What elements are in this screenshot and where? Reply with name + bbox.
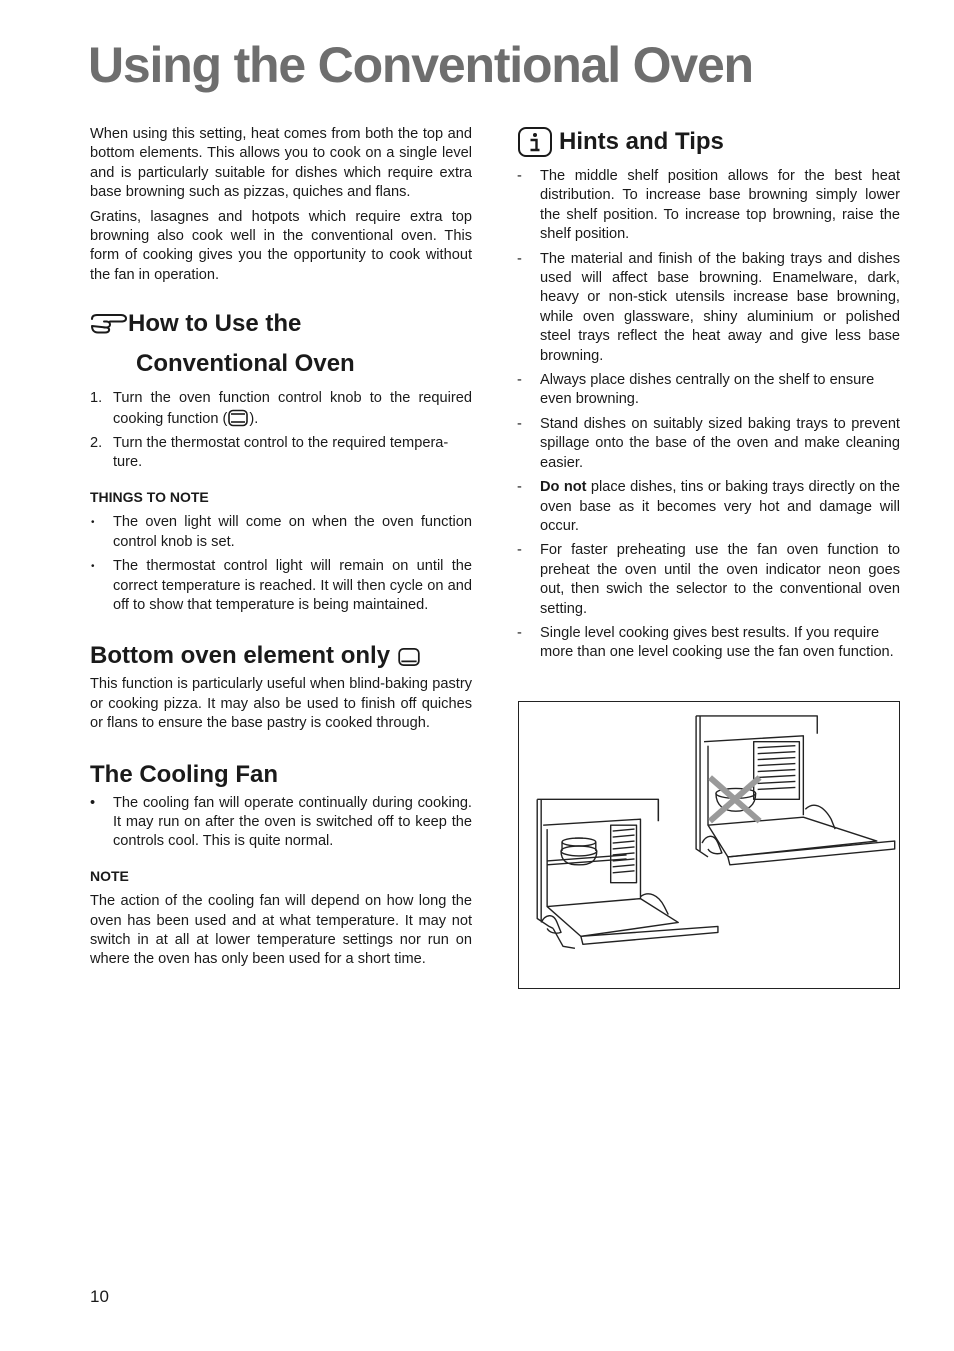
dash-marker: - — [517, 542, 522, 559]
right-column — [517, 125, 900, 668]
dash-marker: - — [517, 250, 522, 267]
hint-5-bold: Do not — [540, 479, 587, 496]
hint-2: The material and finish of the baking trays and dishes used will affect base browning. Enamelware, dark, heavy or non-stick utensils increase base browning, while oven glassware, shiny aluminium or polished steel trays reflect the heat away and give less base browning. — [540, 250, 900, 364]
oven-shelf-illustration — [518, 701, 900, 989]
note-item-2: The thermostat control light will remain on until the correct temperature is reached. It will then cycle on and off to show that temperature is being maintained. — [113, 558, 472, 613]
note-text: The action of the cooling fan will depend on how long the oven has been used and at what temperature. It may not switch in at all at lower temperature settings nor run on where the oven has only been used for a short time. — [90, 893, 472, 968]
dash-marker: - — [517, 479, 522, 496]
things-to-note-list — [90, 513, 472, 615]
bullet-marker: • — [90, 794, 96, 811]
cross-icon — [710, 777, 760, 821]
hint-4: Stand dishes on suitably sized baking trays to prevent spillage onto the base of the oven and make cleaning easier. — [540, 415, 900, 471]
bottom-element-heading — [90, 641, 472, 671]
bullet-marker: • — [91, 561, 95, 573]
info-icon — [517, 125, 553, 159]
step-2 — [90, 434, 472, 473]
hints-list — [517, 167, 900, 663]
hint-3: Always place dishes centrally on the shelf to ensure even browning. — [540, 372, 875, 408]
list-item — [90, 557, 472, 615]
how-to-use-heading — [90, 309, 472, 389]
note-heading: NOTE — [90, 867, 129, 884]
note-item-1: The oven light will come on when the oven function control knob is set. — [113, 514, 472, 550]
step-1-text: Turn the oven function control knob to the required cooking function ( — [113, 390, 472, 427]
oven-illustration-svg — [519, 702, 899, 988]
step-2-number: 2. — [90, 435, 103, 452]
things-to-note-heading: THINGS TO NOTE — [90, 488, 209, 505]
dash-marker: - — [517, 372, 522, 389]
conventional-oven-symbol-icon — [227, 409, 249, 427]
page-number: 10 — [90, 1287, 109, 1306]
step-1-number: 1. — [90, 390, 103, 407]
intro-paragraph-1: When using this setting, heat comes from both the top and bottom elements. This allows you to cook on a single level and is particularly suitable for dishes which require extra base browning such as pizzas, quiches and flans. — [90, 126, 472, 201]
cooling-fan-list — [90, 794, 472, 852]
hints-heading-row — [517, 125, 900, 159]
hints-heading: Hints and Tips — [559, 128, 724, 155]
page-title: Using the Conventional Oven — [88, 37, 753, 93]
hint-1: The middle shelf position allows for the best heat distribution. To increase base browning simply lower the shelf position. To increase top browning, raise the shelf position. — [540, 168, 900, 243]
oven-correct-placement — [537, 799, 718, 948]
how-to-heading-line-2: Conventional Oven — [136, 350, 355, 378]
hint-7: Single level cooking gives best results. If you require more than one level cooking use the fan oven function. — [540, 624, 894, 661]
list-item — [517, 624, 900, 663]
left-column — [90, 125, 472, 975]
list-item — [90, 513, 472, 552]
hint-6: For faster preheating use the fan oven function to preheat the oven until the oven indicator neon goes out, then swich the selector to the conventional oven setting. — [540, 542, 900, 617]
cooling-fan-heading: The Cooling Fan — [90, 760, 278, 788]
bottom-element-heading-text: Bottom oven element only — [90, 642, 391, 670]
intro-paragraph-2: Gratins, lasagnes and hotpots which require extra top browning also cook well in the conventional oven. This form of cooking gives you the opportunity to cook without the fan in operation. — [90, 208, 472, 283]
bottom-element-symbol-icon — [397, 646, 421, 668]
dash-marker: - — [517, 624, 522, 641]
list-item — [517, 371, 900, 410]
list-item — [90, 794, 472, 852]
step-2-text: Turn the thermostat control to the required tempera-ture. — [113, 435, 449, 471]
how-to-heading-text-1: How to Use the — [128, 310, 302, 338]
hint-5-text: place dishes, tins or baking trays directly on the oven base as it becomes very hot and damage will occur. — [540, 479, 900, 534]
list-item — [517, 167, 900, 245]
bottom-element-text: This function is particularly useful when blind-baking pastry or cooking pizza. It may also be used to finish off quiches or flans to ensure the base pastry is cooked through. — [90, 676, 472, 732]
dash-marker: - — [517, 415, 522, 432]
how-to-heading-line-1 — [90, 309, 472, 349]
step-1-close: ). — [249, 410, 259, 427]
pointing-hand-icon — [90, 310, 128, 334]
bullet-marker: • — [91, 517, 95, 529]
cooling-fan-item: The cooling fan will operate continually during cooking. It may run on after the oven is switched off to keep the controls cool. This is quite normal. — [113, 794, 472, 850]
how-to-steps — [90, 389, 472, 473]
list-item — [517, 250, 900, 366]
dash-marker: - — [517, 168, 522, 184]
list-item — [517, 478, 900, 536]
step-1 — [90, 389, 472, 429]
list-item — [517, 415, 900, 473]
list-item — [517, 541, 900, 619]
